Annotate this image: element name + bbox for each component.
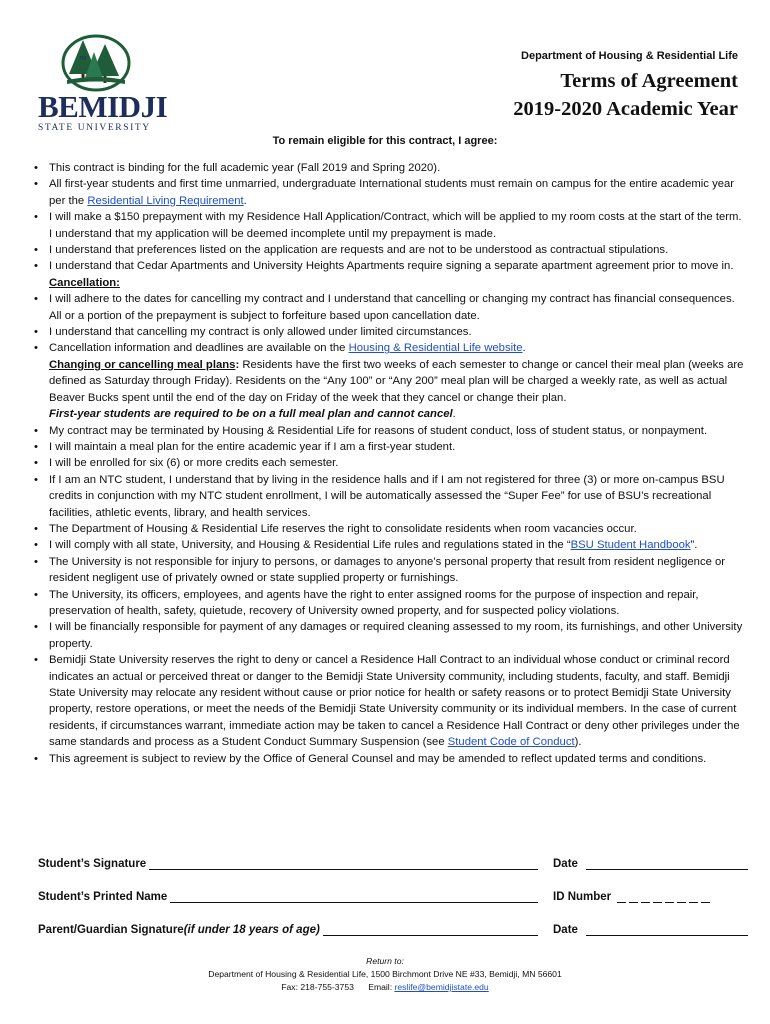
list-item: • Bemidji State University reserves the right to deny or cancel a Residence Hall Contract to an individual whose conduct or criminal record indicates an actual or perceived threat or danger to the Bemidji State University community, including students, faculty, and staff. Bemidji State University may relocate any resident without cause or prior notice for health or safety reasons or to protect Bemidji State University property, restore operations, or meet the needs of the Bemidji State University community or its individual members. In the case of current residents, if circumstances warrant, immediate action may be taken to cancel a Residence Hall Contract or deny other privileges under the same standards and process as a Student Conduct Summary Suspension (see Student Code of Conduct).	[34, 654, 740, 749]
document-title: Terms of Agreement	[560, 70, 738, 92]
parent-signature-label: Parent/Guardian Signature	[38, 924, 184, 936]
list-item: • If I am an NTC student, I understand that by living in the residence halls and if I am not registered for three (3) or more on-campus BSU credits in conjunction with my NTC student enrollment, I will be automatically assessed the “Super Fee” for use of BSU’s recreational facilities, athletic events, library, and health services.	[34, 473, 725, 519]
fax-number: Fax: 218-755-3753	[281, 982, 354, 992]
list-item: • I will make a $150 prepayment with my Residence Hall Application/Contract, which will be applied to my room costs at the start of the term. I understand that my application will be deemed incomplete until my prepayment is made.	[34, 211, 742, 240]
date-label: Date	[553, 858, 578, 870]
list-item: • I will be financially responsible for payment of any damages or required cleaning assessed to my room, its furnishings, and other University property.	[34, 621, 743, 650]
pine-trees-emblem-icon	[61, 34, 131, 92]
return-address: Department of Housing & Residential Life, 1500 Birchmont Drive NE #33, Bemidji, MN 56601	[208, 969, 562, 979]
student-signature-field[interactable]	[149, 857, 538, 870]
terms-list	[34, 160, 746, 767]
parent-date-field[interactable]	[586, 923, 748, 936]
email-link[interactable]: reslife@bemidjistate.edu	[394, 982, 489, 992]
list-item: • Cancellation information and deadlines are available on the Housing & Residential Life website.	[34, 342, 526, 355]
student-date-field[interactable]	[586, 857, 748, 870]
academic-year: 2019-2020 Academic Year	[513, 98, 738, 120]
student-code-of-conduct-link[interactable]: Student Code of Conduct	[447, 736, 575, 749]
list-item: • The University, its officers, employees, and agents have the right to enter assigned rooms for the purpose of inspection and repair, preservation of health, safety, quietude, recovery of University owned property, and for suspected policy violations.	[34, 588, 699, 617]
date-label: Date	[553, 924, 578, 936]
list-item: • I will maintain a meal plan for the entire academic year if I am a first-year student.	[34, 440, 456, 453]
list-item: • I will be enrolled for six (6) or more credits each semester.	[34, 457, 339, 470]
footer	[0, 955, 770, 994]
list-item: • The Department of Housing & Residential Life reserves the right to consolidate residents when room vacancies occur.	[34, 522, 637, 535]
document-header	[513, 49, 738, 123]
list-item: • I will adhere to the dates for cancelling my contract and I understand that cancelling or changing my contract has financial consequences. All or a portion of the prepayment is subject to forfeiture based upon cancellation date.	[34, 293, 735, 322]
trademark-mark: TM	[79, 56, 87, 62]
parent-signature-field[interactable]	[323, 923, 538, 936]
housing-website-link[interactable]: Housing & Residential Life website	[348, 342, 523, 355]
printed-name-label: Student’s Printed Name	[38, 891, 168, 903]
list-item: • I will comply with all state, University, and Housing & Residential Life rules and regulations stated in the “BSU Student Handbook”.	[34, 539, 698, 552]
meal-plan-paragraph: Changing or cancelling meal plans: Residents have the first two weeks of each semester to change or cancel their meal plan (weeks are defined as Saturday through Friday). Residents on the “Any 100” or “Any 200” meal plan will be charged a weekly rate, as well as actual Beaver Bucks spent until the end of the day on Friday of the week that they cancel or change their plan. First-year students are required to be on a full meal plan and cannot cancel.	[49, 358, 744, 421]
contact-line	[0, 981, 770, 994]
logo-subtitle: STATE UNIVERSITY	[38, 123, 151, 133]
list-item: • I understand that cancelling my contract is only allowed under limited circumstances.	[34, 326, 472, 339]
student-handbook-link[interactable]: BSU Student Handbook	[570, 539, 691, 552]
residential-living-requirement-link[interactable]: Residential Living Requirement	[87, 194, 244, 207]
email-label: Email:	[368, 982, 395, 992]
department-name: Department of Housing & Residential Life	[521, 50, 738, 62]
list-item: • I understand that Cedar Apartments and University Heights Apartments require signing a separate apartment agreement prior to move in.	[34, 260, 734, 273]
printed-name-field[interactable]	[170, 890, 538, 903]
list-item: • I understand that preferences listed on the application are requests and are not to be understood as contractual stipulations.	[34, 244, 669, 257]
intro-statement: To remain eligible for this contract, I agree:	[272, 135, 498, 147]
list-item: • All first-year students and first time unmarried, undergraduate International students must remain on campus for the entire academic year per the Residential Living Requirement.	[34, 178, 735, 207]
list-item: • My contract may be terminated by Housing & Residential Life for reasons of student conduct, loss of student status, or nonpayment.	[34, 424, 708, 437]
student-signature-label: Student’s Signature	[38, 858, 147, 870]
list-item: • This agreement is subject to review by the Office of General Counsel and may be amended to reflect updated terms and conditions.	[34, 752, 707, 765]
bsu-logo	[38, 34, 168, 133]
list-item: • This contract is binding for the full academic year (Fall 2019 and Spring 2020).	[34, 162, 441, 174]
return-to-label: Return to:	[366, 956, 404, 966]
cancellation-heading: Cancellation:	[49, 276, 120, 289]
logo-wordmark: BEMIDJI	[38, 89, 168, 124]
id-number-field[interactable]	[617, 890, 713, 903]
list-item: • The University is not responsible for injury to persons, or damages to anyone’s personal property that result from resident negligence or resident negligent use of privately owned or state supplied property or furnishings.	[34, 555, 726, 585]
id-number-label: ID Number	[553, 891, 612, 903]
parent-signature-note: (if under 18 years of age)	[183, 924, 320, 936]
